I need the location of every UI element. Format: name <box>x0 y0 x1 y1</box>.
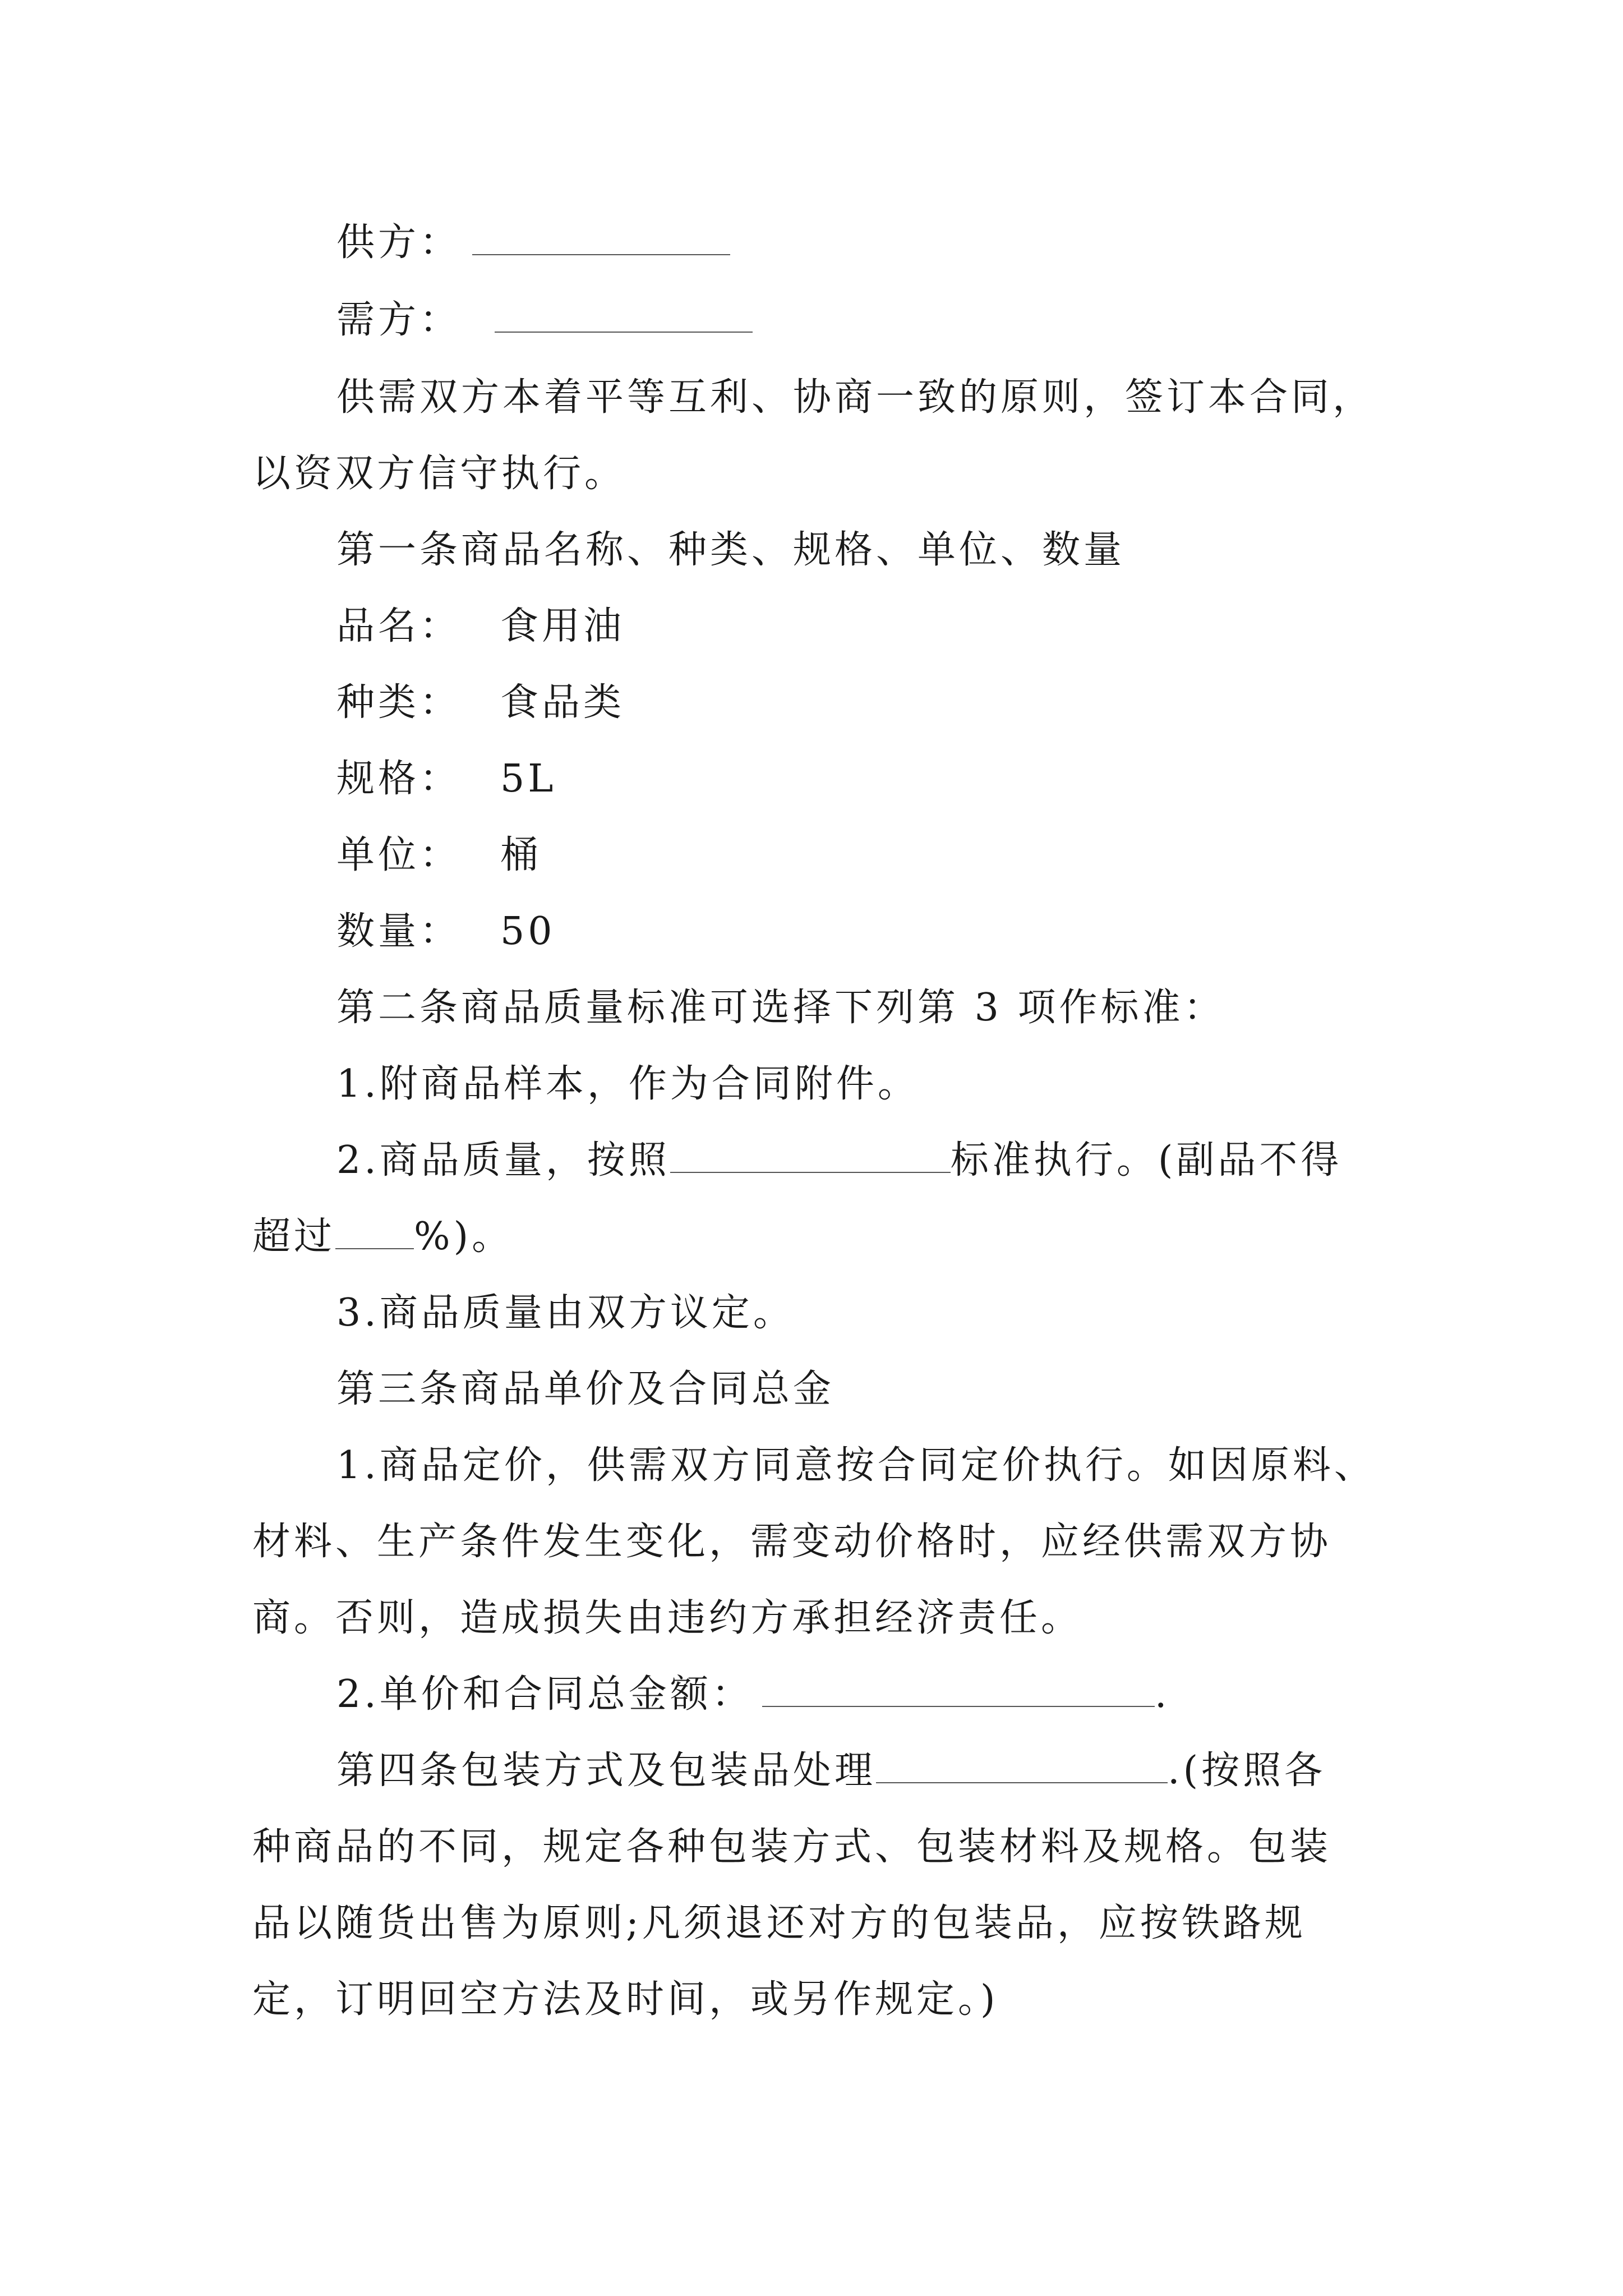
article2-heading: 第二条商品质量标准可选择下列第 3 项作标准： <box>336 986 1225 1030</box>
article4-heading: 第四条包装方式及包装品处理 <box>336 1749 877 1793</box>
field-label: 种类： <box>336 680 462 725</box>
article1-heading: 第一条商品名称、种类、规格、单位、数量 <box>336 528 1126 572</box>
field-row-quantity <box>336 907 1380 957</box>
article3-item2 <box>336 1669 1380 1720</box>
article2-item2-text-c: 超过 <box>252 1214 336 1259</box>
article3-item2-label: 2.单价和合同总金额： <box>336 1672 753 1717</box>
percent-blank <box>335 1213 414 1249</box>
field-label: 数量： <box>336 909 462 954</box>
field-label: 单位： <box>336 833 462 877</box>
article2-item1: 1.附商品样本，作为合同附件。 <box>336 1062 919 1106</box>
article3-item1-line1: 1.商品定价，供需双方同意按合同定价执行。如因原料、 <box>336 1443 1376 1488</box>
field-row-category <box>336 678 1380 728</box>
article2-item2-text-b: 标准执行。(副品不得 <box>950 1138 1343 1182</box>
article2-item2-text-d: %)。 <box>414 1214 514 1259</box>
supplier-label: 供方： <box>336 220 462 265</box>
intro-line-2: 以资双方信守执行。 <box>252 452 626 496</box>
field-value: 食用油 <box>500 604 625 648</box>
packaging-blank <box>876 1747 1168 1783</box>
article3-item2-end: . <box>1154 1672 1170 1717</box>
article4-line3: 品以随货出售为原则;凡须退还对方的包装品，应按铁路规 <box>252 1901 1306 1945</box>
field-value: 50 <box>500 909 556 954</box>
article2-item3: 3.商品质量由双方议定。 <box>336 1291 795 1335</box>
article2-item2-text-a: 2.商品质量，按照 <box>336 1138 670 1182</box>
article2-item2-line1 <box>336 1135 1380 1186</box>
buyer-label: 需方： <box>336 298 462 342</box>
field-row-unit <box>336 830 1380 881</box>
field-label: 品名： <box>336 604 462 648</box>
field-value: 桶 <box>500 833 542 877</box>
buyer-blank <box>495 297 753 333</box>
article4-line2: 种商品的不同，规定各种包装方式、包装材料及规格。包装 <box>252 1825 1332 1869</box>
field-label: 规格： <box>336 757 462 801</box>
article3-item1-line3: 商。否则，造成损失由违约方承担经济责任。 <box>252 1596 1083 1640</box>
field-row-spec <box>336 754 1380 804</box>
buyer-line <box>336 295 1380 346</box>
field-value: 食品类 <box>500 680 625 725</box>
article3-heading: 第三条商品单价及合同总金 <box>336 1367 835 1411</box>
article3-item1-line2: 材料、生产条件发生变化，需变动价格时，应经供需双方协 <box>252 1520 1332 1564</box>
quality-standard-blank <box>670 1137 951 1173</box>
supplier-blank <box>472 219 730 255</box>
article4-line4: 定，订明回空方法及时间，或另作规定。) <box>252 1977 999 2022</box>
total-amount-blank <box>762 1671 1155 1707</box>
article4-line1 <box>336 1746 1380 1796</box>
supplier-line <box>336 218 1380 268</box>
field-row-name <box>336 601 1380 652</box>
field-value: 5L <box>500 757 557 801</box>
intro-line-1: 供需双方本着平等互利、协商一致的原则，签订本合同， <box>336 375 1375 420</box>
article2-item2-line2 <box>252 1212 1380 1262</box>
article4-line1-end: .(按照各 <box>1168 1749 1326 1793</box>
